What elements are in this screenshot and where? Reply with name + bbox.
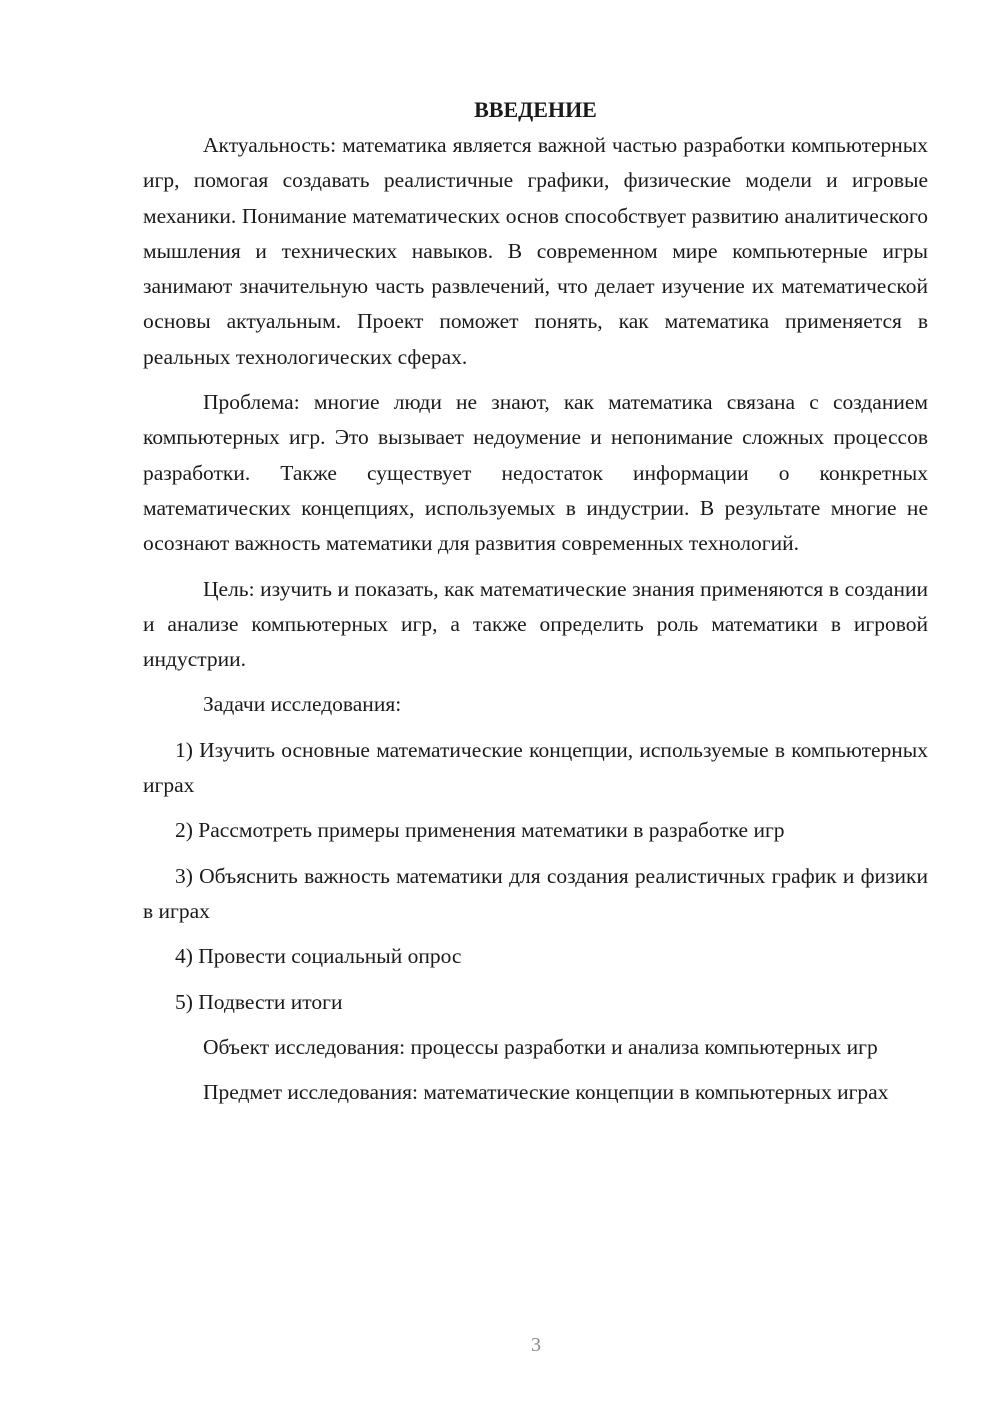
tasks-list bbox=[143, 733, 928, 1020]
task-item: 4) Провести социальный опрос bbox=[175, 944, 462, 969]
object-paragraph: Объект исследования: процессы разработки и анализа компьютерных игр bbox=[203, 1034, 878, 1059]
subject-paragraph: Предмет исследования: математические концепции в компьютерных играх bbox=[203, 1080, 889, 1105]
tasks-heading: Задачи исследования: bbox=[203, 692, 402, 717]
page-number: 3 bbox=[531, 1334, 541, 1356]
document-page bbox=[143, 94, 928, 1110]
goal-paragraph: Цель: изучить и показать, как математические знания применяются в создании и анализе компьютерных игр, а также определить роль математики в игровой индустрии. bbox=[143, 576, 928, 672]
task-item: 5) Подвести итоги bbox=[175, 989, 343, 1014]
problem-paragraph: Проблема: многие люди не знают, как математика связана с созданием компьютерных игр. Это вызывает недоумение и непонимание сложных процессов разработки. Также существует недостаток информации о конкретных математических концепциях, используемых в индустрии. В результате многие не осознают важность математики для развития современных технологий. bbox=[143, 390, 928, 556]
task-item: 3) Объяснить важность математики для создания реалистичных график и физики в играх bbox=[143, 863, 928, 923]
task-item: 1) Изучить основные математические концепции, используемые в компьютерных играх bbox=[143, 737, 928, 798]
document-title: ВВЕДЕНИЕ bbox=[474, 97, 597, 122]
relevance-paragraph: Актуальность: математика является важной частью разработки компьютерных игр, помогая создавать реалистичные графики, физические модели и игровые механики. Понимание математических основ способствует развитию аналитического мышления и технических навыков. В современном мире компьютерные игры занимают значительную часть развлечений, что делает изучение их математической основы актуальным. Проект поможет понять, как математика применяется в реальных технологических сферах. bbox=[143, 133, 928, 369]
task-item: 2) Рассмотреть примеры применения математики в разработке игр bbox=[175, 818, 785, 843]
